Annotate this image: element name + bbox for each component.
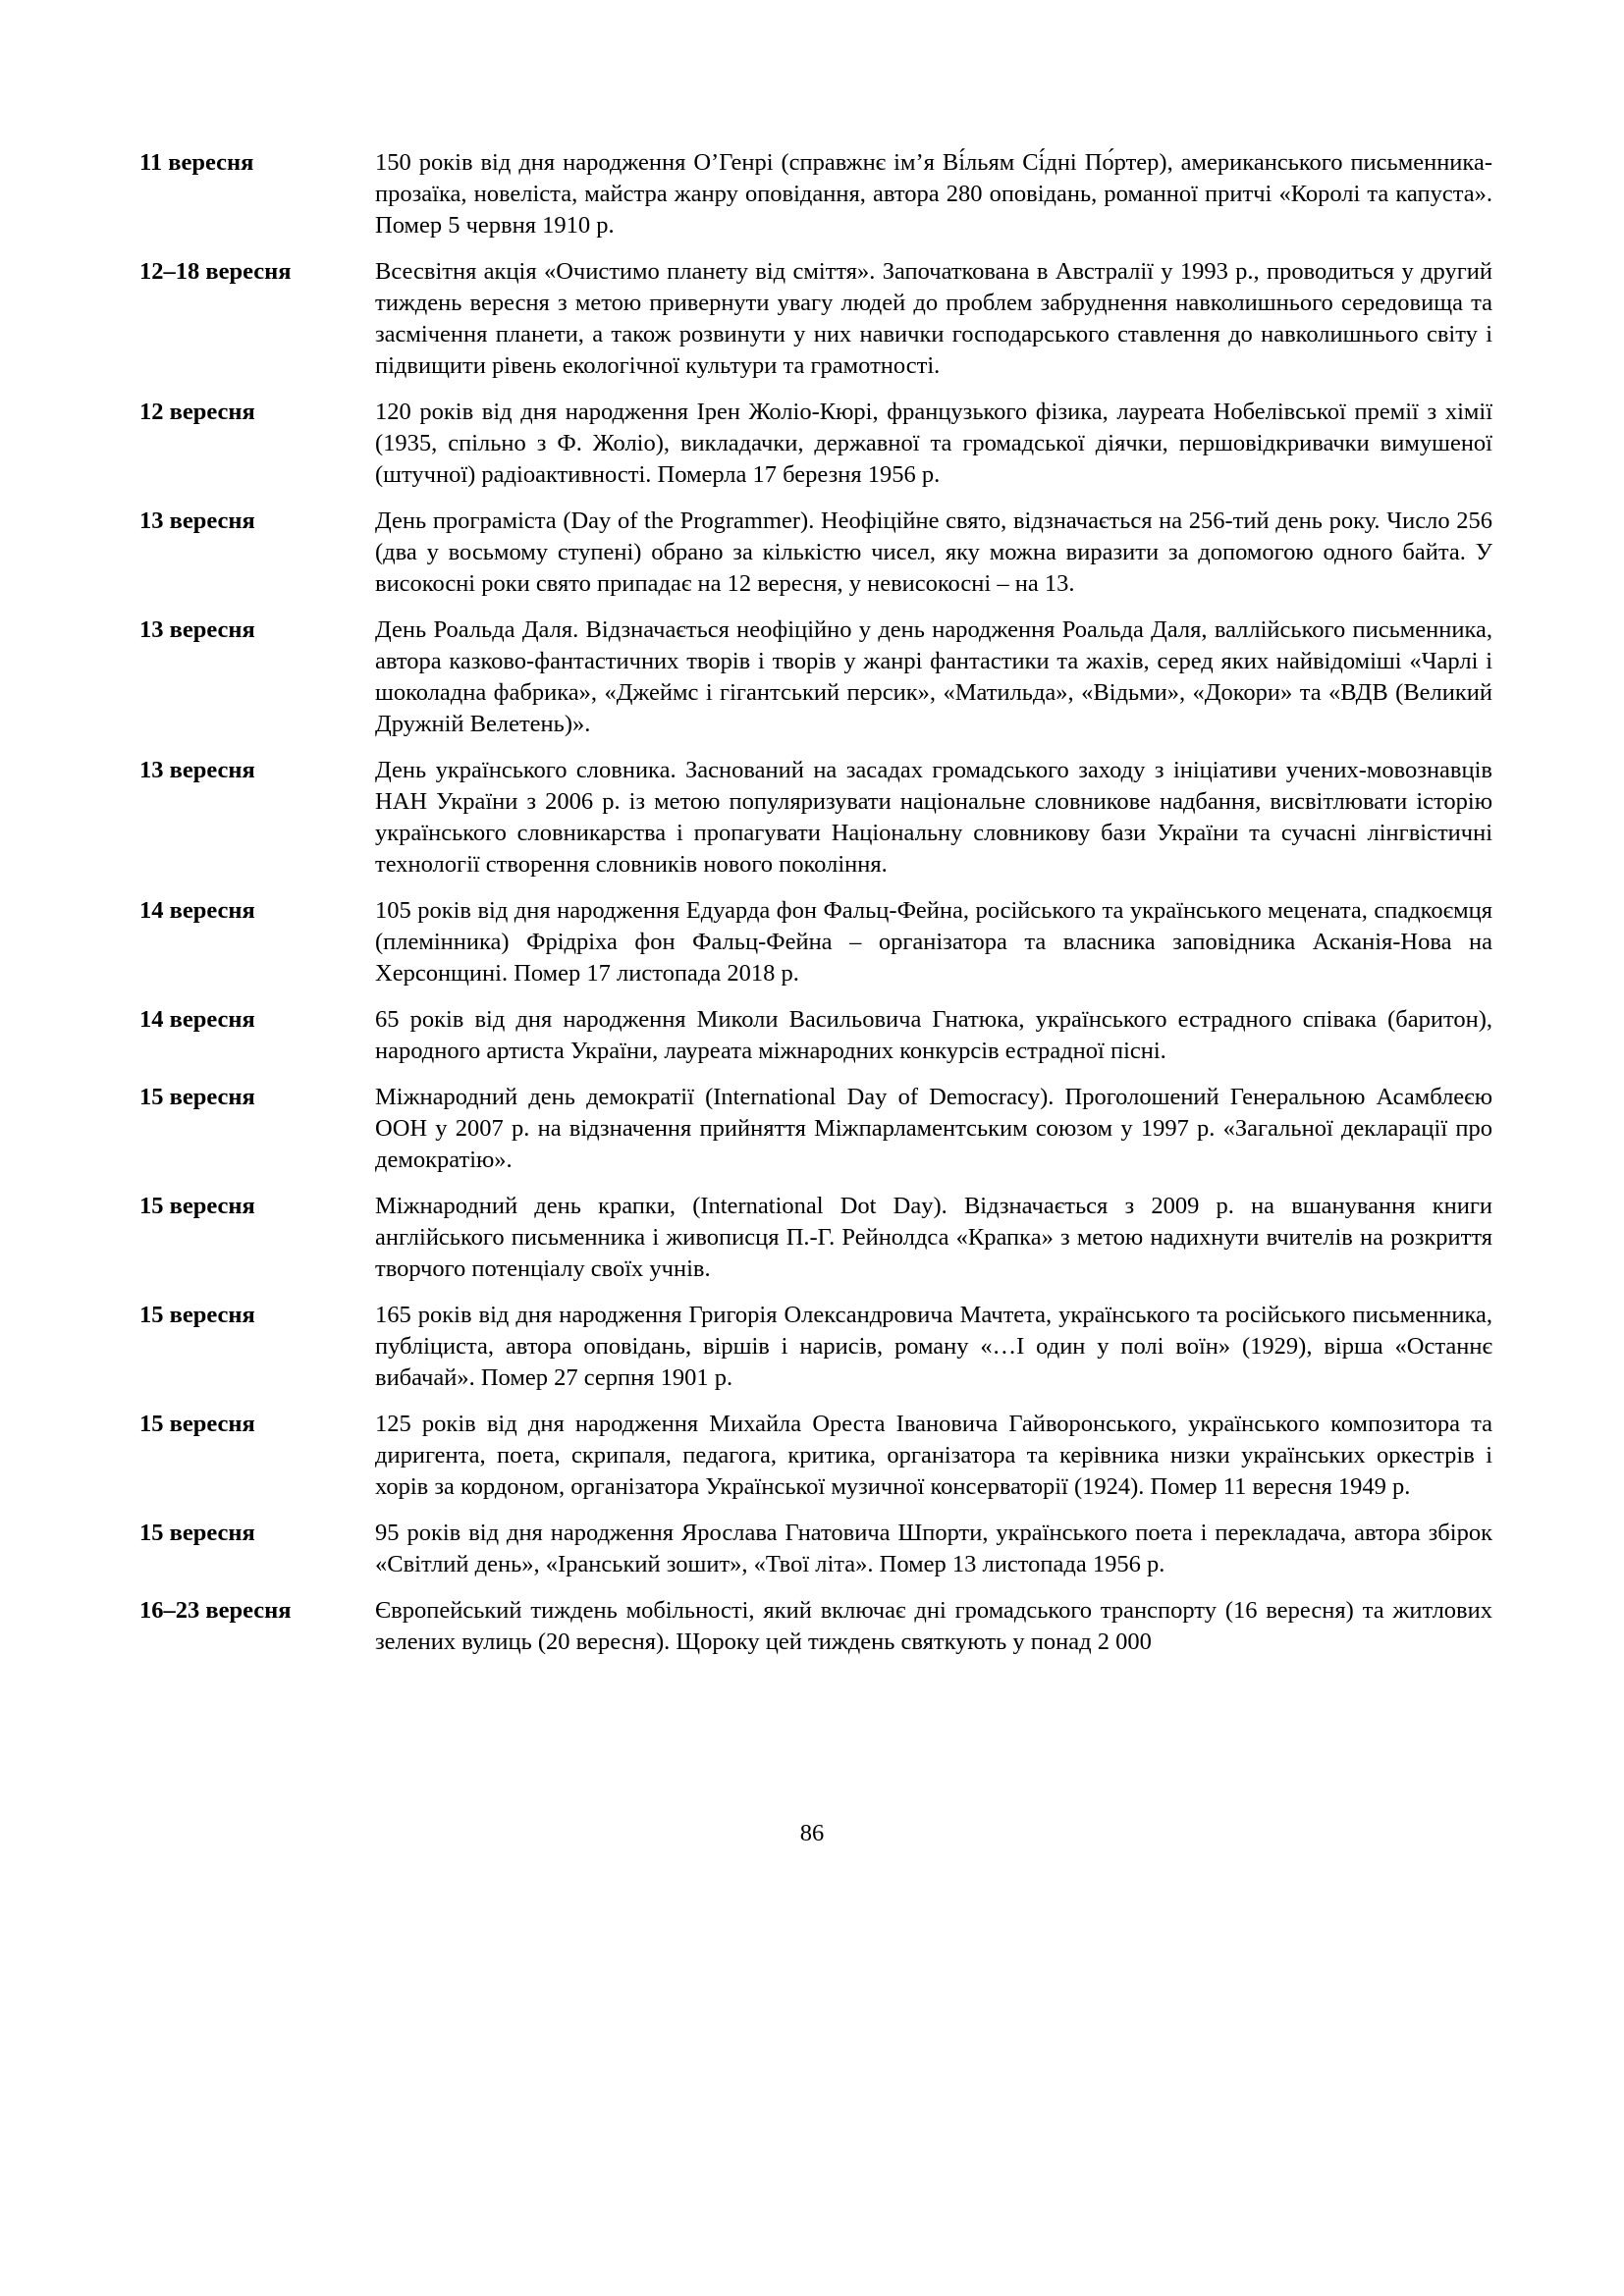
entry-description: 95 років від дня народження Ярослава Гнатовича Шпорти, українського поета і перекладача, автора збірок «Світлий день», «Іранський зошит», «Твої літа». Помер 13 листопада 1956 р.: [375, 1520, 1492, 1577]
entry-date: 14 вересня: [139, 897, 255, 924]
calendar-entry-shporta: [139, 1518, 1494, 1580]
entry-date: 15 вересня: [139, 1302, 255, 1328]
calendar-entry-programmer-day: [139, 506, 1494, 600]
entry-description: День програміста (Day of the Programmer). Неофіційне свято, відзначається на 256-тий день року. Число 256 (два у восьмому ступені) обрано за кількістю чисел, яку можна виразити за допомогою одного байта. У високосні роки свято припадає на 12 вересня, у невисокосні – на 13.: [375, 507, 1492, 597]
calendar-entry-machtet: [139, 1300, 1494, 1394]
calendar-entry-hnatyuk: [139, 1004, 1494, 1067]
entry-date: 12–18 вересня: [139, 258, 292, 285]
entry-date: 15 вересня: [139, 1520, 255, 1546]
calendar-entry-joliot-curie: [139, 397, 1494, 491]
entry-description: 165 років від дня народження Григорія Олександровича Мачтета, українського та російського письменника, публіциста, автора оповідань, віршів і нарисів, роману «…І один у полі воїн» (1929), вірша «Останнє вибачай». Помер 27 серпня 1901 р.: [375, 1302, 1492, 1391]
entry-description: 125 років від дня народження Михайла Ореста Івановича Гайворонського, українського композитора та диригента, поета, скрипаля, педагога, критика, організатора та керівника низки українських оркестрів і хорів за кордоном, організатора Української музичної консерваторії (1924). Помер 11 вересня 1949 р.: [375, 1411, 1492, 1500]
entry-date: 14 вересня: [139, 1006, 255, 1033]
entry-description: 65 років від дня народження Миколи Васильовича Гнатюка, українського естрадного співака (баритон), народного артиста України, лауреата міжнародних конкурсів естрадної пісні.: [375, 1006, 1492, 1064]
entry-date: 15 вересня: [139, 1411, 255, 1437]
calendar-entry-dot-day: [139, 1191, 1494, 1285]
entry-date: 13 вересня: [139, 757, 255, 783]
entry-description: Всесвітня акція «Очистимо планету від сміття». Започаткована в Австралії у 1993 р., проводиться у другий тиждень вересня з метою привернути увагу людей до проблем забруднення навколишнього середовища та засмічення планети, а також розвинути у них навички господарського ставлення до навколишнього світу і підвищити рівень екологічної культури та грамотності.: [375, 258, 1492, 379]
calendar-entry-roald-dahl-day: [139, 614, 1494, 740]
entry-description: Міжнародний день демократії (International Day of Democracy). Проголошений Генеральною Асамблеєю ООН у 2007 р. на відзначення прийняття Міжпарламентським союзом у 1997 р. «Загальної декларації про демократію».: [375, 1084, 1492, 1173]
calendar-entry-democracy-day: [139, 1082, 1494, 1176]
entry-description: День Роальда Даля. Відзначається неофіційно у день народження Роальда Даля, валлійського письменника, автора казково-фантастичних творів і творів у жанрі фантастики та жахів, серед яких найвідоміші «Чарлі і шоколадна фабрика», «Джеймс і гігантський персик», «Матильда», «Відьми», «Докори» та «ВДВ (Великий Дружній Велетень)».: [375, 616, 1492, 737]
calendar-entry-falz-fein: [139, 895, 1494, 989]
page-number: 86: [799, 1820, 825, 1846]
calendar-entry-clean-planet: [139, 256, 1494, 382]
calendar-entry-o-henry: [139, 147, 1494, 241]
entry-date: 16–23 вересня: [139, 1597, 292, 1624]
entry-description: Європейський тиждень мобільності, який включає дні громадського транспорту (16 вересня) та житлових зелених вулиць (20 вересня). Щороку цей тиждень святкують у понад 2 000: [375, 1597, 1492, 1655]
entry-description: 150 років від дня народження О’Генрі (справжнє ім’я Ві́льям Сі́дні По́ртер), американського письменника-прозаїка, новеліста, майстра жанру оповідання, автора 280 оповідань, романної притчі «Королі та капуста». Помер 5 червня 1910 р.: [375, 149, 1492, 239]
entry-date: 12 вересня: [139, 399, 255, 425]
entry-date: 15 вересня: [139, 1084, 255, 1110]
entry-date: 13 вересня: [139, 507, 255, 534]
calendar-page: [139, 147, 1494, 1673]
entry-description: Міжнародний день крапки, (International Dot Day). Відзначається з 2009 р. на вшанування книги англійського письменника і живописця П.-Г. Рейнолдса «Крапка» з метою надихнути вчителів на розкриття творчого потенціалу своїх учнів.: [375, 1193, 1492, 1282]
entry-date: 11 вересня: [139, 149, 254, 176]
entry-date: 13 вересня: [139, 616, 255, 643]
entry-description: 120 років від дня народження Ірен Жоліо-Кюрі, французького фізика, лауреата Нобелівської премії з хімії (1935, спільно з Ф. Жоліо), викладачки, державної та громадської діячки, першовідкривачки вимушеної (штучної) радіоактивності. Померла 17 березня 1956 р.: [375, 399, 1492, 488]
entry-description: День українського словника. Заснований на засадах громадського заходу з ініціативи учених-мовознавців НАН України з 2006 р. із метою популяризувати національне словникове надбання, висвітлювати історію українського словникарства і пропагувати Національну словникову бази України та сучасні лінгвістичні технології створення словників нового покоління.: [375, 757, 1492, 878]
calendar-entry-haivoronsky: [139, 1409, 1494, 1503]
calendar-entry-dictionary-day: [139, 755, 1494, 881]
entry-description: 105 років від дня народження Едуарда фон Фальц-Фейна, російського та українського мецената, спадкоємця (племінника) Фрідріха фон Фальц-Фейна – організатора та власника заповідника Асканія-Нова на Херсонщині. Помер 17 листопада 2018 р.: [375, 897, 1492, 987]
calendar-entry-mobility-week: [139, 1595, 1494, 1658]
entry-date: 15 вересня: [139, 1193, 255, 1219]
